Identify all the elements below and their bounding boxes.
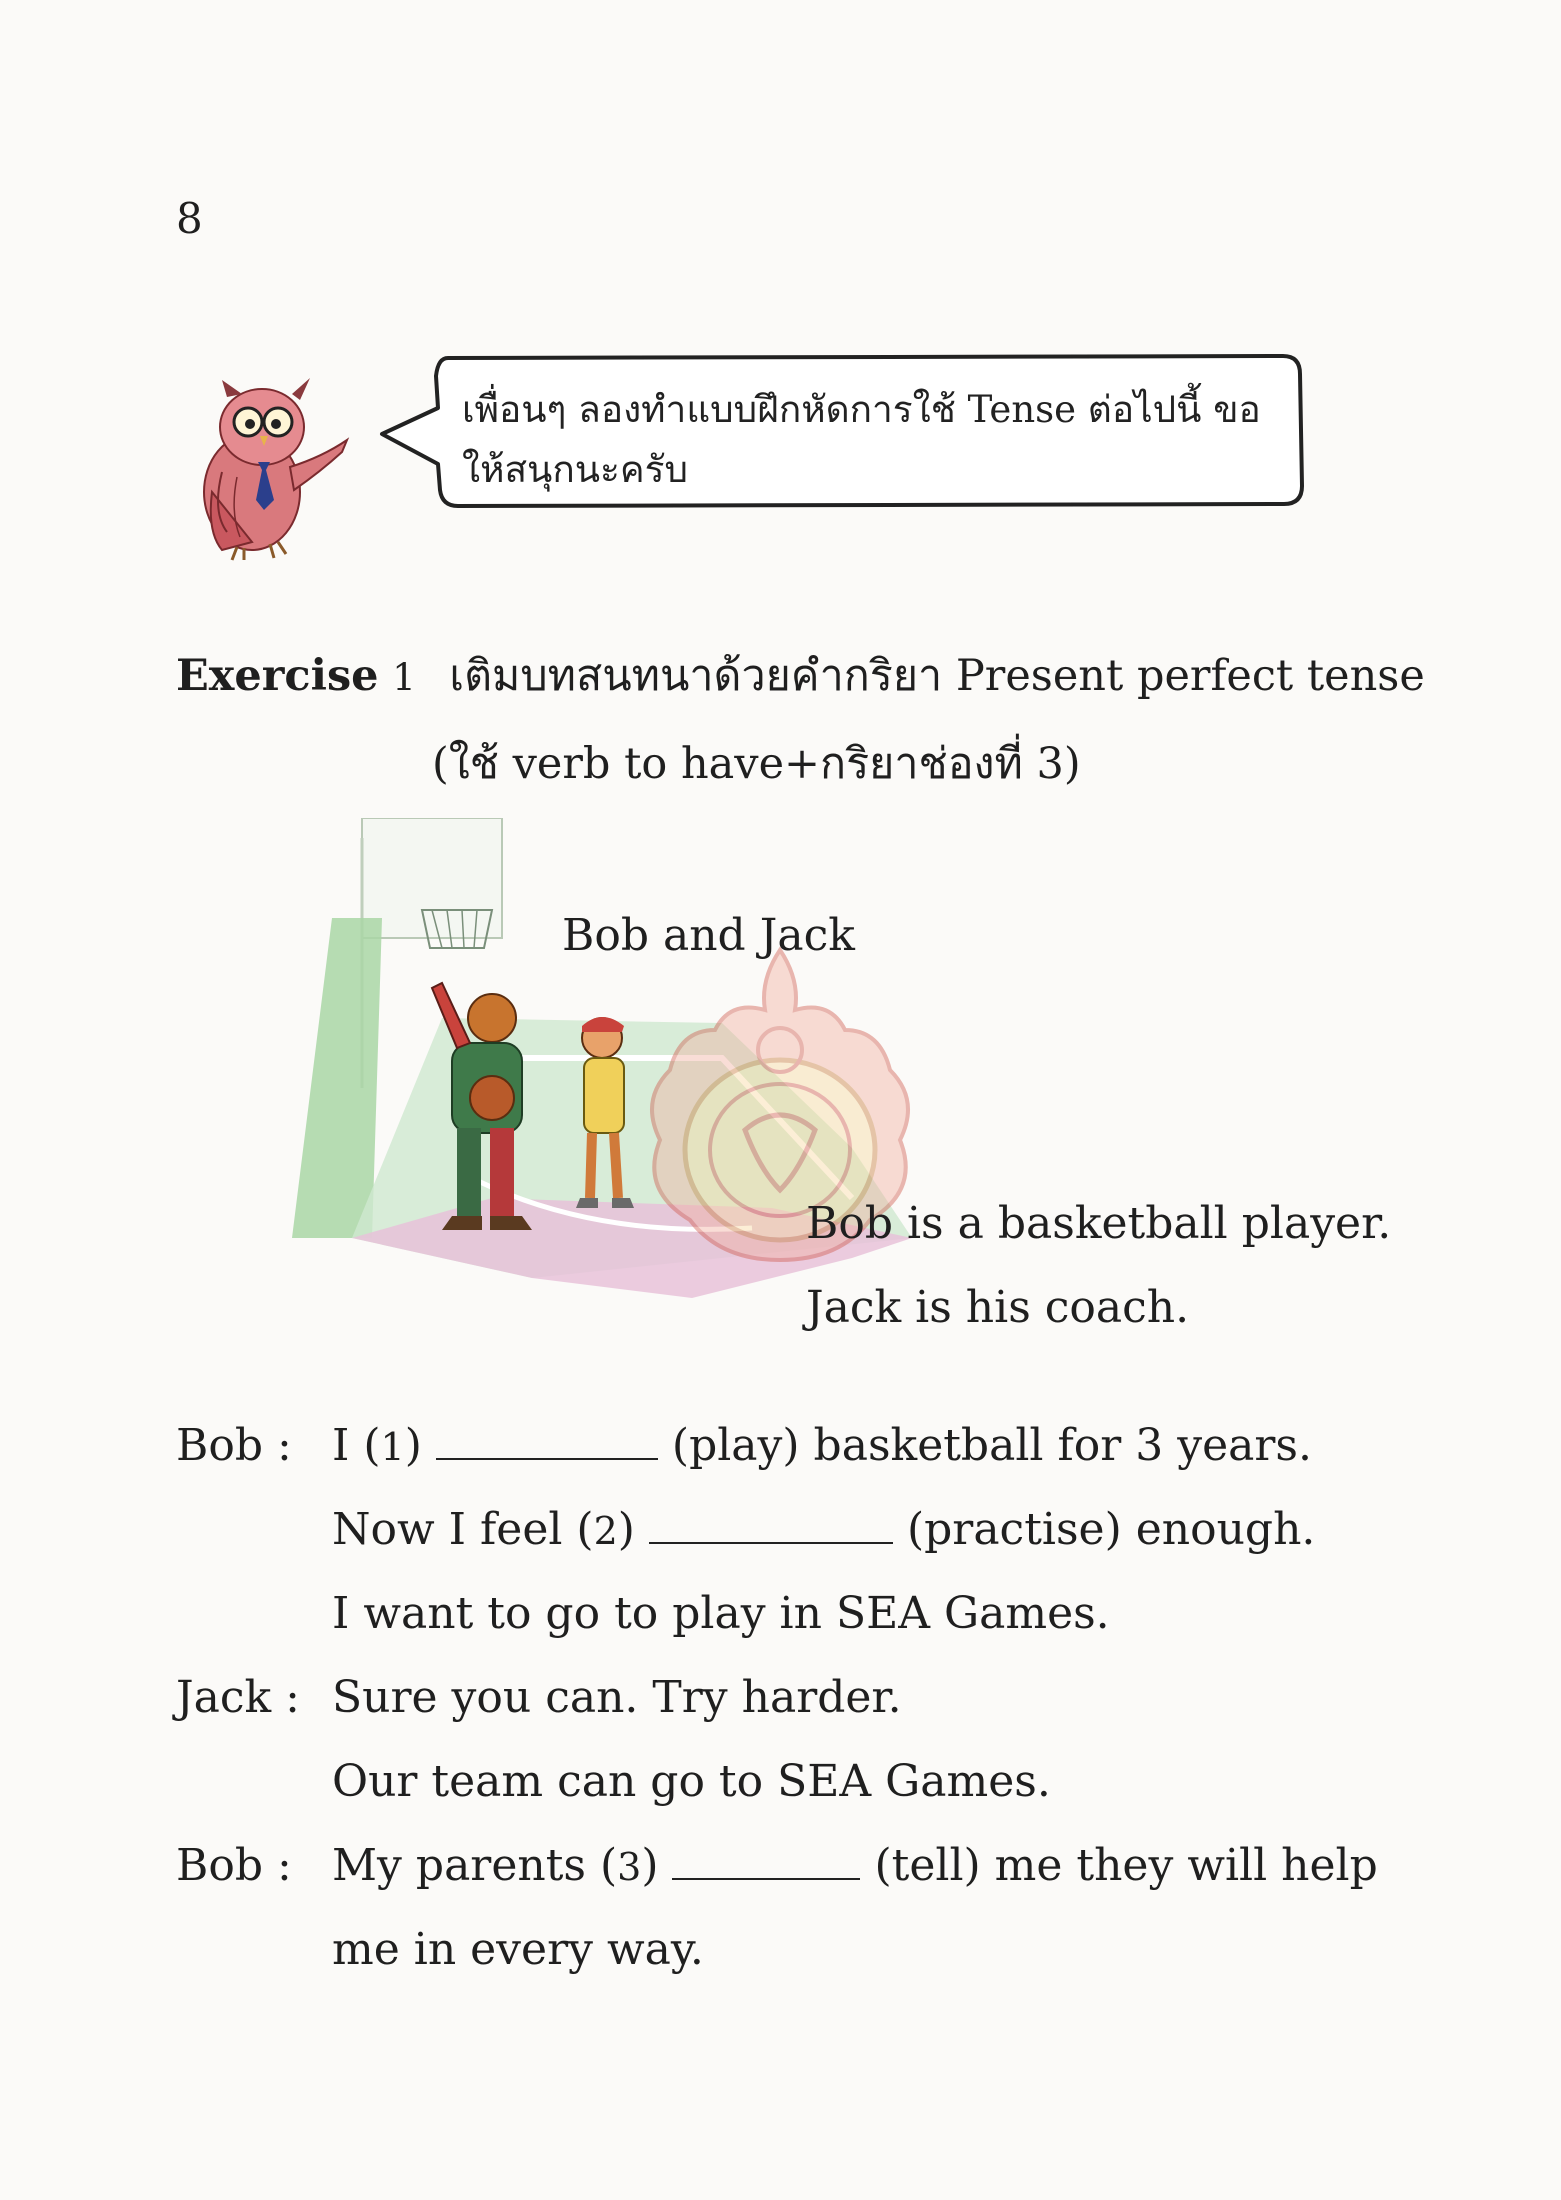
owl-teacher-icon bbox=[182, 372, 352, 562]
line-text: (tell) me they will help bbox=[874, 1840, 1378, 1891]
dialogue-line: Our team can go to SEA Games. bbox=[332, 1756, 1051, 1807]
speaker-label: Bob : bbox=[176, 1840, 292, 1891]
blank-number: 3 bbox=[617, 1845, 642, 1889]
line-text: My parents ( bbox=[332, 1840, 618, 1891]
exercise-heading bbox=[176, 646, 1425, 708]
dialogue-line bbox=[332, 1500, 1315, 1561]
dialogue-line: me in every way. bbox=[332, 1924, 704, 1975]
scene-line-2: Jack is his coach. bbox=[806, 1282, 1190, 1333]
scene-caption: Bob and Jack bbox=[562, 910, 855, 961]
scene-line-1: Bob is a basketball player. bbox=[806, 1198, 1392, 1249]
exercise-hint: (ใช้ verb to have+กริยาช่องที่ 3) bbox=[432, 739, 1081, 789]
line-text: (play) basketball for 3 years. bbox=[671, 1420, 1312, 1471]
line-text: ) bbox=[641, 1840, 659, 1891]
line-text: I ( bbox=[332, 1420, 381, 1471]
line-text: Now I feel ( bbox=[332, 1504, 594, 1555]
answer-blank-3[interactable] bbox=[672, 1838, 860, 1880]
blank-number: 2 bbox=[593, 1509, 618, 1553]
blank-number: 1 bbox=[380, 1425, 405, 1469]
speaker-label: Jack : bbox=[176, 1672, 300, 1723]
speech-bubble-text: เพื่อนๆ ลองทำแบบฝึกหัดการใช้ Tense ต่อไปนี้ ขอให้สนุกนะครับ bbox=[462, 388, 1261, 491]
exercise-number: 1 bbox=[392, 656, 416, 699]
dialogue-line: Sure you can. Try harder. bbox=[332, 1672, 902, 1723]
answer-blank-1[interactable] bbox=[436, 1418, 658, 1460]
dialogue-line bbox=[332, 1416, 1312, 1477]
speaker-label: Bob : bbox=[176, 1420, 292, 1471]
dialogue-line: I want to go to play in SEA Games. bbox=[332, 1588, 1110, 1639]
dialogue-line bbox=[332, 1836, 1378, 1897]
line-text: (practise) enough. bbox=[906, 1504, 1316, 1555]
line-text: ) bbox=[617, 1504, 635, 1555]
exercise-instruction: เติมบทสนทนาด้วยคำกริยา Present perfect tense bbox=[449, 651, 1425, 701]
exercise-label: Exercise bbox=[176, 651, 379, 701]
answer-blank-2[interactable] bbox=[649, 1502, 893, 1544]
page-number: 8 bbox=[176, 194, 203, 243]
line-text: ) bbox=[404, 1420, 422, 1471]
